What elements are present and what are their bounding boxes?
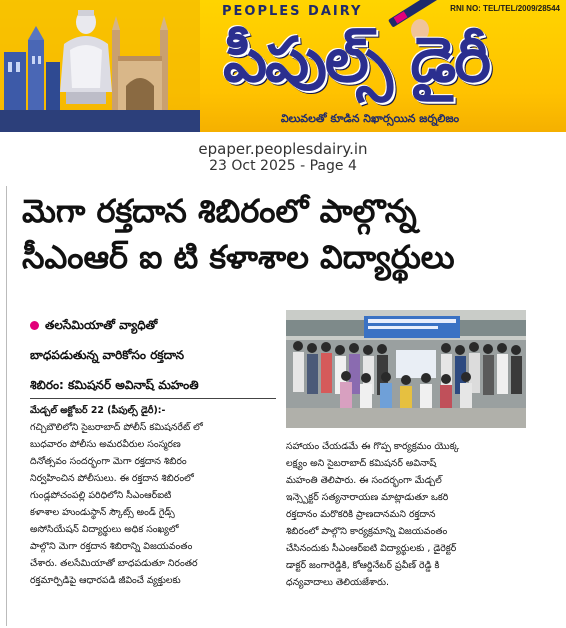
body-line: రక్తదానం మరొకరికి ప్రాణదానమని రక్తదాన <box>286 509 436 520</box>
epaper-site-link[interactable]: epaper.peoplesdairy.in <box>198 140 368 158</box>
body-line: గుండ్లపోచంపల్లి పరిధిలోని సీఎంఆర్ఐటి <box>30 490 172 501</box>
article-body-column-1 <box>30 402 276 589</box>
body-line: బుధవారం పోలీసు అమరవీరుల సంస్మరణ <box>30 439 181 450</box>
body-line: గచ్చిబౌలిలోని సైబరాబాద్ పోలీస్ కమిషనరేట్ లో <box>30 422 203 433</box>
masthead-title-english: PEOPLES DAIRY <box>222 4 363 19</box>
body-line: చేసినందుకు సీఎంఆర్ఐటి విద్యార్థులకు , డైరెక్టర్ <box>286 543 457 554</box>
subheadline-bullet <box>30 318 157 335</box>
body-line: లక్ష్యం అని సైబరాబాద్ కమిషనర్ అవినాష్ <box>286 458 437 469</box>
masthead <box>0 0 566 132</box>
edition-info <box>0 132 566 182</box>
column-rule <box>6 186 7 626</box>
headline-line-1: మెగా రక్తదాన శిబిరంలో పాల్గొన్న <box>22 192 417 230</box>
body-line: అసోసియేషన్ విద్యార్థులు అధిక సంఖ్యలో <box>30 524 179 535</box>
body-line: సహాయం చేయడమే ఈ గొప్ప కార్యక్రమం యొక్క <box>286 441 460 452</box>
body-line: మహంతి తెలిపారు. ఈ సందర్భంగా మేడ్చల్ <box>286 475 442 486</box>
body-line: దినోత్సవం సందర్భంగా మెగా రక్తదాన శిబిరం <box>30 456 187 467</box>
subheadline-rule <box>30 398 276 399</box>
body-line: రక్తమార్పిడిపై ఆధారపడి జీవించే వ్యక్తులకు <box>30 575 181 586</box>
body-line: పాల్గొని మెగా రక్తదాన శిబిరాన్ని విజయవంతం <box>30 541 193 552</box>
body-line: కళాశాల హుండుస్థాన్ స్కౌట్స్ అండ్ గైడ్స్ <box>30 507 175 518</box>
body-line: చేశారు. తలసేమియాతో బాధపడుతూ నిరంతర <box>30 558 198 569</box>
subheadline-2: బాధపడుతున్న వారికోసం రక్తదాన <box>30 348 185 362</box>
masthead-title-telugu: పీపుల్స్ డైరీ <box>222 23 490 96</box>
article-headline <box>22 188 552 280</box>
article-dateline: మేడ్చల్ అక్టోబర్ 22 (పీపుల్స్ డైరీ):- <box>30 405 166 416</box>
body-line: నిర్వహించిన పోలీసులు. ఈ రక్తదాన శిబిరంలో <box>30 473 194 484</box>
headline-line-2: సీఎంఆర్ ఐ టి కళాశాల విద్యార్థులు <box>22 238 455 276</box>
body-line: డాక్టర్ జంగారెడ్డికి, కోఆర్డినేటర్ ప్రవీణ్ రెడ్డి కి <box>286 560 440 571</box>
bullet-dot-icon <box>30 321 39 330</box>
body-line: ధన్యవాదాలు తెలియజేశారు. <box>286 577 389 588</box>
registration-number: RNI NO: TEL/TEL/2009/28544 <box>450 4 560 13</box>
body-line: శిబిరంలో పాల్గొని కార్యక్రమాన్ని విజయవంతం <box>286 526 448 537</box>
group-photo <box>286 310 526 428</box>
masthead-tagline: విలువలతో కూడిన నిఖార్సయిన జర్నలిజం <box>280 112 460 125</box>
edition-date-page: 23 Oct 2025 - Page 4 <box>209 158 357 174</box>
subheadline-3: శిబిరం: కమిషనర్ అవినాష్ మహంతి <box>30 378 199 392</box>
article-body-column-2 <box>286 438 528 591</box>
news-article <box>0 184 566 628</box>
subheadline-1: తలసేమియాతో వ్యాధితో <box>45 318 158 332</box>
body-line: ఇన్స్పెక్టర్ సత్యనారాయణ మాట్లాడుతూ ఒకరి <box>286 492 449 503</box>
